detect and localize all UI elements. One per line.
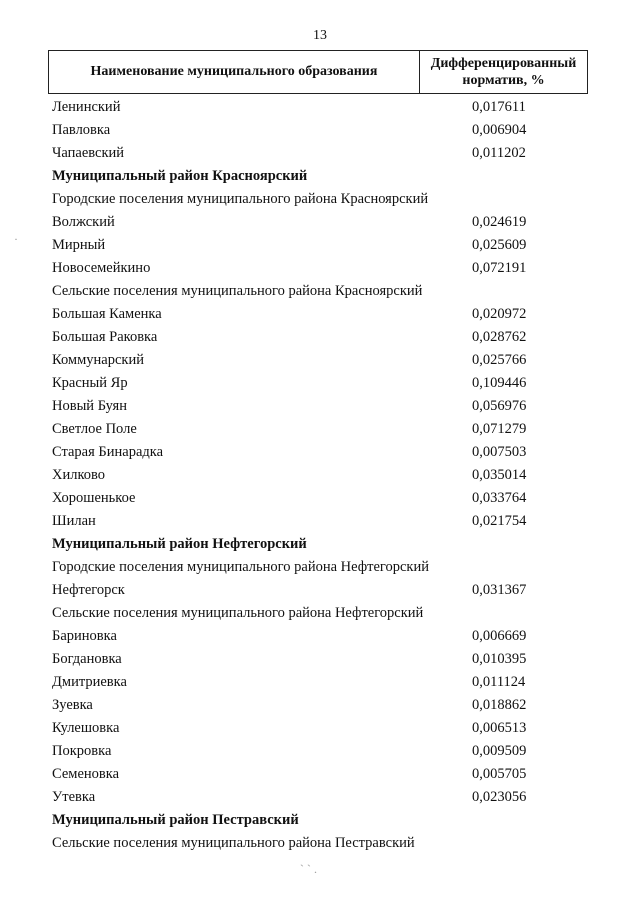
row-value: 0,018862 [472, 697, 527, 713]
row-value: 0,028762 [472, 329, 527, 345]
row-name: Ленинский [52, 99, 121, 115]
table-row [0, 303, 640, 326]
row-value: 0,021754 [472, 513, 527, 529]
district-heading [0, 809, 640, 832]
header-name-column: Наименование муниципального образования [49, 51, 420, 93]
row-name: Сельские поселения муниципального района Нефтегорский [52, 605, 424, 621]
table-row [0, 372, 640, 395]
row-value: 0,023056 [472, 789, 527, 805]
row-name: Сельские поселения муниципального района Пестравский [52, 835, 415, 851]
row-name: Богдановка [52, 651, 122, 667]
row-value: 0,006513 [472, 720, 527, 736]
group-heading [0, 556, 640, 579]
row-value: 0,056976 [472, 398, 527, 414]
row-value: 0,005705 [472, 766, 527, 782]
table-row [0, 211, 640, 234]
row-name: Красный Яр [52, 375, 128, 391]
row-name: Светлое Поле [52, 421, 137, 437]
table-body [0, 96, 640, 855]
row-name: Дмитриевка [52, 674, 127, 690]
page-number: 13 [313, 28, 327, 43]
row-name: Хорошенькое [52, 490, 136, 506]
row-value: 0,010395 [472, 651, 527, 667]
row-name: Чапаевский [52, 145, 125, 161]
table-row [0, 579, 640, 602]
row-value: 0,033764 [472, 490, 527, 506]
scan-mark: ` ` . [300, 862, 317, 876]
table-row [0, 625, 640, 648]
row-name: Мирный [52, 237, 106, 253]
district-heading [0, 165, 640, 188]
table-row [0, 395, 640, 418]
table-row [0, 234, 640, 257]
table-row [0, 142, 640, 165]
row-name: Семеновка [52, 766, 120, 782]
row-name: Муниципальный район Пестравский [52, 812, 299, 828]
table-row [0, 671, 640, 694]
header-norm-line2: норматив, % [462, 73, 545, 88]
row-value: 0,024619 [472, 214, 527, 230]
table-row [0, 763, 640, 786]
table-row [0, 648, 640, 671]
table-row [0, 786, 640, 809]
table-row [0, 418, 640, 441]
row-value: 0,009509 [472, 743, 527, 759]
table-row [0, 326, 640, 349]
group-heading [0, 188, 640, 211]
table-row [0, 464, 640, 487]
row-name: Зуевка [52, 697, 93, 713]
row-name: Покровка [52, 743, 112, 759]
row-name: Утевка [52, 789, 96, 805]
row-value: 0,109446 [472, 375, 527, 391]
row-name: Большая Раковка [52, 329, 158, 345]
table-row [0, 349, 640, 372]
row-name: Хилково [52, 467, 106, 483]
table-row [0, 441, 640, 464]
table-row [0, 694, 640, 717]
row-name: Городские поселения муниципального района Красноярский [52, 191, 429, 207]
table-row [0, 119, 640, 142]
row-value: 0,071279 [472, 421, 527, 437]
row-name: Волжский [52, 214, 115, 230]
table-row [0, 740, 640, 763]
header-norm-line1: Дифференцированный [430, 56, 577, 71]
row-name: Муниципальный район Красноярский [52, 168, 308, 184]
row-value: 0,025609 [472, 237, 527, 253]
row-name: Бариновка [52, 628, 117, 644]
row-name: Павловка [52, 122, 111, 138]
row-name: Муниципальный район Нефтегорский [52, 536, 307, 552]
scan-mark: · [14, 232, 18, 246]
group-heading [0, 280, 640, 303]
district-heading [0, 533, 640, 556]
row-name: Коммунарский [52, 352, 144, 368]
row-name: Шилан [52, 513, 96, 529]
row-value: 0,006669 [472, 628, 527, 644]
row-value: 0,020972 [472, 306, 527, 322]
group-heading [0, 832, 640, 855]
row-value: 0,007503 [472, 444, 527, 460]
row-value: 0,072191 [472, 260, 527, 276]
row-value: 0,011202 [472, 145, 526, 161]
table-row [0, 257, 640, 280]
row-name: Большая Каменка [52, 306, 162, 322]
row-name: Старая Бинарадка [52, 444, 164, 460]
row-name: Городские поселения муниципального района Нефтегорский [52, 559, 429, 575]
group-heading [0, 602, 640, 625]
row-name: Кулешовка [52, 720, 120, 736]
table-row [0, 96, 640, 119]
table-row [0, 510, 640, 533]
header-norm-column [420, 51, 587, 93]
row-value: 0,025766 [472, 352, 527, 368]
row-value: 0,035014 [472, 467, 527, 483]
table-header [48, 50, 588, 94]
row-value: 0,017611 [472, 99, 526, 115]
row-value: 0,011124 [472, 674, 526, 690]
row-name: Сельские поселения муниципального района Красноярский [52, 283, 423, 299]
row-name: Нефтегорск [52, 582, 125, 598]
table-row [0, 717, 640, 740]
row-value: 0,031367 [472, 582, 527, 598]
row-name: Новосемейкино [52, 260, 151, 276]
row-name: Новый Буян [52, 398, 127, 414]
row-value: 0,006904 [472, 122, 527, 138]
table-row [0, 487, 640, 510]
